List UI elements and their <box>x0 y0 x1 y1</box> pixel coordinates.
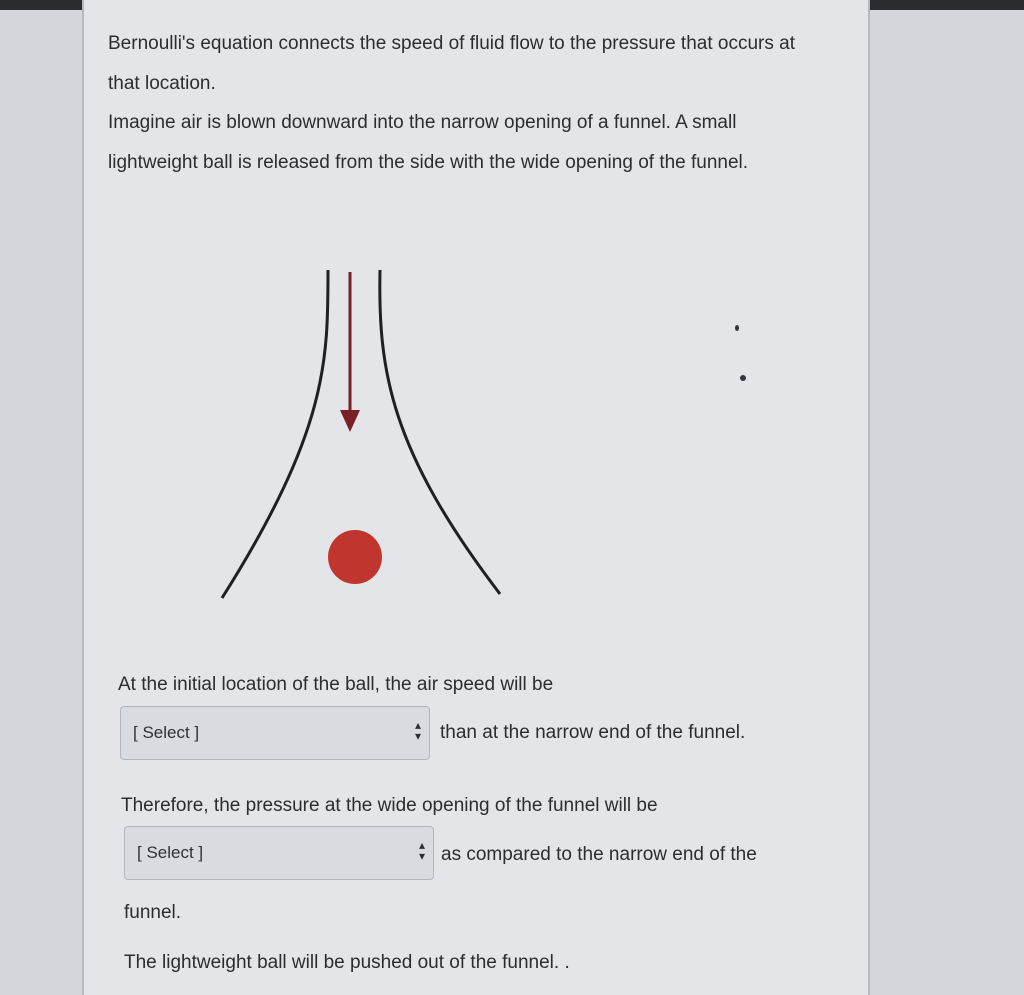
question-1-suffix: than at the narrow end of the funnel. <box>440 722 746 743</box>
screen-speck <box>735 325 739 331</box>
select-arrows-icon: ▴ ▾ <box>418 838 426 863</box>
pressure-select[interactable] <box>124 826 434 880</box>
lightweight-ball <box>328 530 382 584</box>
question-2-suffix: as compared to the narrow end of the <box>441 844 757 865</box>
intro-paragraph-2: Imagine air is blown downward into the narrow opening of a funnel. A small lightweight ball is released from the side with the wide opening of the funnel. <box>108 112 749 173</box>
question-2-continuation: funnel. <box>124 902 182 923</box>
question-1-prompt: At the initial location of the ball, the air speed will be <box>118 674 554 695</box>
select-arrows-icon: ▴ ▾ <box>414 718 422 743</box>
air-speed-select[interactable] <box>120 706 430 760</box>
pressure-select-label: [ Select ] <box>137 843 204 862</box>
funnel-right-wall <box>380 270 500 594</box>
funnel-left-wall <box>222 270 328 598</box>
intro-paragraph-1: Bernoulli's equation connects the speed of fluid flow to the pressure that occurs at that location. <box>108 33 795 94</box>
air-speed-select-label: [ Select ] <box>133 723 200 742</box>
question-2-prompt: Therefore, the pressure at the wide opening of the funnel will be <box>121 795 658 816</box>
airflow-arrow-head <box>340 410 360 432</box>
conclusion-text: The lightweight ball will be pushed out of the funnel. . <box>124 952 570 973</box>
funnel-diagram <box>210 260 510 610</box>
screen-speck <box>740 375 746 381</box>
